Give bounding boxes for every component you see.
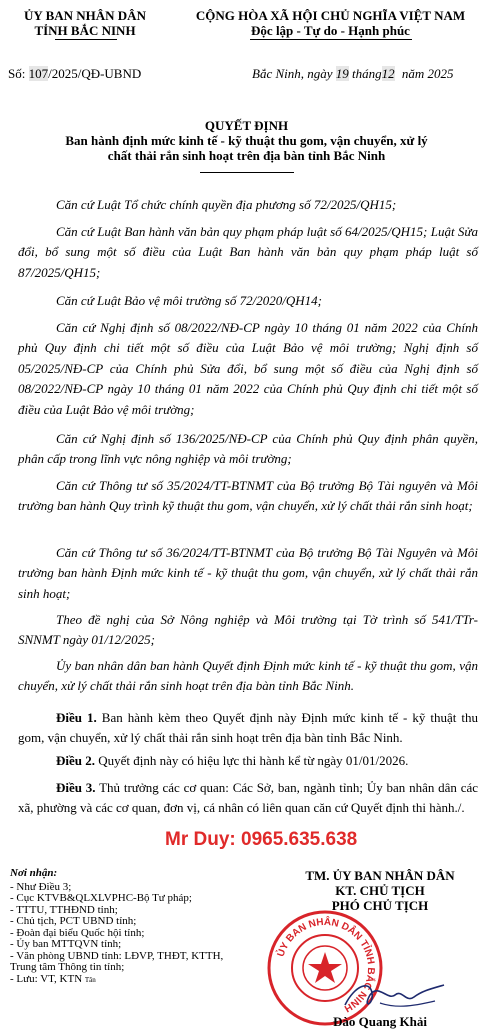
recipient-item: Trung tâm Thông tin tỉnh; (10, 961, 125, 973)
motto-underline (250, 39, 412, 40)
date-year: năm 2025 (401, 66, 454, 81)
article-3 (18, 778, 478, 819)
article-1-label: Điều 1. (56, 710, 97, 725)
basis-9: Ủy ban nhân dân ban hành Quyết định Định mức kinh tế - kỹ thuật thu gom, vận chuyển, xử lý chất thải rắn sinh hoạt trên địa bàn tỉnh Bắc Ninh. (18, 658, 478, 694)
basis-5: Căn cứ Nghị định số 136/2025/NĐ-CP của Chính phủ Quy định phân quyền, phân cấp trong lĩnh vực nông nghiệp và môi trường; (18, 431, 478, 467)
article-3-text: Thủ trưởng các cơ quan: Các Sở, ban, ngành tỉnh; Ủy ban nhân dân các xã, phường và các cơ quan, đơn vị, cá nhân có liên quan căn cứ Quyết định thi hành./. (18, 780, 479, 816)
recipient-tail-note: Tân (84, 975, 96, 984)
number-suffix: /2025/QĐ-UBND (48, 66, 142, 81)
recipient-item: - Ủy ban MTTQVN tỉnh; (10, 938, 122, 950)
national-heading (178, 8, 483, 38)
issuer-line1: ỦY BAN NHÂN DÂN (24, 8, 146, 23)
recipients-title: Nơi nhận: (10, 867, 58, 879)
issuer-line2: TỈNH BẮC NINH (34, 23, 136, 38)
contact-watermark: Mr Duy: 0965.635.638 (165, 829, 358, 850)
recipient-item: - TTTU, TTHĐND tỉnh; (10, 903, 118, 916)
basis-3: Căn cứ Luật Bảo vệ môi trường số 72/2020/QH14; (56, 293, 322, 308)
handwritten-signature (340, 975, 450, 1015)
recipient-item: - Đoàn đại biểu Quốc hội tỉnh; (10, 926, 145, 939)
article-2-text: Quyết định này có hiệu lực thi hành kể từ ngày 01/01/2026. (95, 753, 409, 768)
recipient-item: - Cục KTVB&QLXLVPHC-Bộ Tư pháp; (10, 892, 192, 904)
document-date (252, 66, 454, 82)
signature-block (275, 868, 485, 913)
signer-name: Đào Quang Khải (333, 1014, 427, 1029)
issuer-underline (55, 39, 117, 40)
basis-4: Căn cứ Nghị định số 08/2022/NĐ-CP ngày 10 tháng 01 năm 2022 của Chính phủ Quy định chi tiết một số điều của Luật Bảo vệ môi trường; Nghị định số 05/2025/NĐ-CP của Chính phủ Sửa đổi, bổ sung một số điều của Nghị định số 08/2022/NĐ-CP ngày 10 tháng 01 năm 2022 của Chính phủ Quy định chi tiết một số điều của Luật Bảo vệ môi trường; (18, 320, 478, 417)
recipients-block (10, 868, 260, 986)
signature-line2: KT. CHỦ TỊCH (335, 883, 425, 898)
date-day: 19 (335, 66, 349, 81)
title-main: QUYẾT ĐỊNH (204, 118, 289, 133)
issuer-name (10, 8, 160, 38)
article-1 (18, 708, 478, 749)
recipient-item: - Lưu: VT, KTN (10, 972, 83, 985)
signature-line3: PHÓ CHỦ TỊCH (331, 898, 429, 913)
date-month: 12 (381, 66, 395, 81)
number-prefix: Số: (8, 66, 26, 81)
document-title (0, 118, 493, 163)
basis-1: Căn cứ Luật Tổ chức chính quyền địa phương số 72/2025/QH15; (56, 197, 397, 212)
recipient-item-last (10, 974, 260, 987)
date-month-label: tháng (352, 66, 382, 81)
title-underline (200, 172, 294, 173)
basis-7: Căn cứ Thông tư số 36/2024/TT-BTNMT của Bộ trưởng Bộ Tài Nguyên và Môi trường ban hành Định mức kinh tế - kỹ thuật thu gom, vận chuyển, xử lý chất thải rắn sinh hoạt; (18, 545, 478, 601)
basis-8: Theo đề nghị của Sở Nông nghiệp và Môi trường tại Tờ trình số 541/TTr-SNNMT ngày 01/12/2025; (18, 612, 478, 648)
basis-6: Căn cứ Thông tư số 35/2024/TT-BTNMT của Bộ trưởng Bộ Tài nguyên và Môi trường ban hành Quy trình kỹ thuật thu gom, vận chuyển, xử lý chất thải rắn sinh hoạt; (18, 478, 478, 514)
signature-line1: TM. ỦY BAN NHÂN DÂN (305, 868, 455, 883)
article-3-label: Điều 3. (56, 780, 96, 795)
seal-ring-text: ỦY BAN NHÂN DÂN TỈNH BẮC NINH (275, 916, 377, 1014)
national-line1: CỘNG HÒA XÃ HỘI CHỦ NGHĨA VIỆT NAM (195, 8, 466, 23)
recipient-item: - Văn phòng UBND tỉnh: LĐVP, THĐT, KTTH, (10, 949, 224, 962)
national-motto: Độc lập - Tự do - Hạnh phúc (251, 23, 410, 38)
date-place: Bắc Ninh, ngày (252, 66, 333, 81)
title-line2: chất thải rắn sinh hoạt trên địa bàn tỉnh Bắc Ninh (107, 148, 386, 163)
article-1-text: Ban hành kèm theo Quyết định này Định mức kinh tế - kỹ thuật thu gom, vận chuyển, xử lý chất thải rắn sinh hoạt trên địa bàn tỉnh Bắc Ninh. (18, 710, 479, 746)
article-2 (18, 751, 478, 771)
recipient-item: - Chủ tịch, PCT UBND tỉnh; (10, 915, 137, 927)
number-value: 107 (28, 66, 49, 81)
title-line1: Ban hành định mức kinh tế - kỹ thuật thu gom, vận chuyển, xử lý (65, 133, 428, 148)
article-2-label: Điều 2. (56, 753, 95, 768)
basis-2: Căn cứ Luật Ban hành văn bản quy phạm pháp luật số 64/2025/QH15; Luật Sửa đổi, bổ sung một số điều của Luật Ban hành văn bản quy phạm pháp luật số 87/2025/QH15; (18, 224, 478, 280)
document-number (8, 66, 141, 82)
recipient-item: - Như Điều 3; (10, 880, 72, 893)
